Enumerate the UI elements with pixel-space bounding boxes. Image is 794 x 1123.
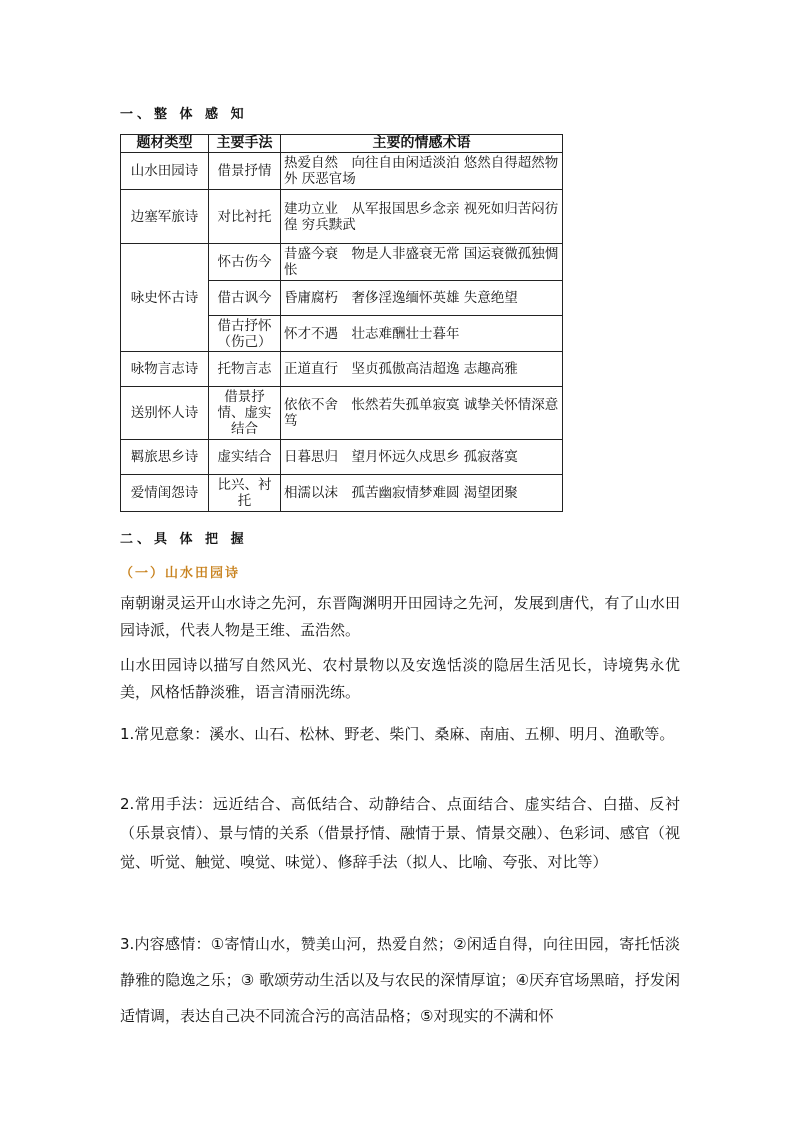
cell-method: 借景抒情 [209,153,281,190]
table-row [121,153,563,190]
paragraph-emotions: 3.内容感情：①寄情山水，赞美山河，热爱自然；②闲适自得，向往田园，寄托恬淡静雅的隐逸之乐；③ 歌颂劳动生活以及与农民的深情厚谊；④厌弃官场黑暗，抒发闲适情调，表达自己决不同流合污的高洁品格；⑤对现实的不满和怀 [120,935,680,1025]
section-heading-details: 二、具 体 把 握 [120,532,248,547]
cell-type: 咏物言志诗 [121,352,209,387]
cell-method: 借古讽今 [209,281,281,316]
cell-method: 托物言志 [209,352,281,387]
cell-type: 边塞军旅诗 [121,190,209,244]
paragraph-imagery: 1.常见意象：溪水、山石、松林、野老、柴门、桑麻、南庙、五柳、明月、渔歌等。 [120,725,675,743]
cell-terms: 昔盛今衰 物是人非盛衰无常 国运衰微孤独惆怅 [281,244,563,281]
cell-terms: 怀才不遇 壮志难酬壮士暮年 [281,316,563,352]
cell-method: 借景抒情、虚实结合 [209,387,281,440]
table-row [121,190,563,244]
paragraph-techniques: 2.常用手法：远近结合、高低结合、动静结合、点面结合、虚实结合、白描、反衬（乐景哀情）、景与情的关系（借景抒情、融情于景、情景交融）、色彩词、感官（视觉、听觉、触觉、嗅觉、味觉）、修辞手法（拟人、比喻、夸张、对比等） [120,795,680,871]
cell-method: 借古抒怀（伤己） [209,316,281,352]
header-cell-method: 主要手法 [209,135,281,153]
header-cell-terms: 主要的情感术语 [281,135,563,153]
cell-type: 山水田园诗 [121,153,209,190]
poetry-summary-table [120,134,563,512]
header-cell-type: 题材类型 [121,135,209,153]
cell-type: 羁旅思乡诗 [121,440,209,475]
table-row [121,475,563,512]
cell-method: 对比衬托 [209,190,281,244]
cell-terms: 日暮思归 望月怀远久戍思乡 孤寂落寞 [281,440,563,475]
subsection-heading-landscape: （一）山水田园诗 [120,566,241,581]
cell-type: 爱情闺怨诗 [121,475,209,512]
cell-terms: 依依不舍 怅然若失孤单寂寞 诚挚关怀情深意笃 [281,387,563,440]
table-header-row [121,135,563,153]
cell-terms: 相濡以沫 孤苦幽寂情梦难圆 渴望团聚 [281,475,563,512]
cell-terms: 热爱自然 向往自由闲适淡泊 悠然自得超然物外 厌恶官场 [281,153,563,190]
table-row [121,244,563,281]
cell-method: 怀古伤今 [209,244,281,281]
table-row [121,440,563,475]
paragraph-features: 山水田园诗以描写自然风光、农村景物以及安逸恬淡的隐居生活见长，诗境隽永优美，风格恬静淡雅，语言清丽洗练。 [120,656,680,701]
cell-terms: 昏庸腐朽 奢侈淫逸缅怀英雄 失意绝望 [281,281,563,316]
cell-method: 比兴、衬托 [209,475,281,512]
cell-type: 送别怀人诗 [121,387,209,440]
cell-method: 虚实结合 [209,440,281,475]
cell-terms: 建功立业 从军报国思乡念亲 视死如归苦闷彷徨 穷兵黩武 [281,190,563,244]
cell-terms: 正道直行 坚贞孤傲高洁超逸 志趣高雅 [281,352,563,387]
table-row [121,352,563,387]
cell-type: 咏史怀古诗 [121,244,209,352]
table-row [121,387,563,440]
section-heading-overall: 一、整 体 感 知 [120,107,248,122]
paragraph-origin: 南朝谢灵运开山水诗之先河，东晋陶渊明开田园诗之先河，发展到唐代，有了山水田园诗派，代表人物是王维、孟浩然。 [120,594,680,639]
